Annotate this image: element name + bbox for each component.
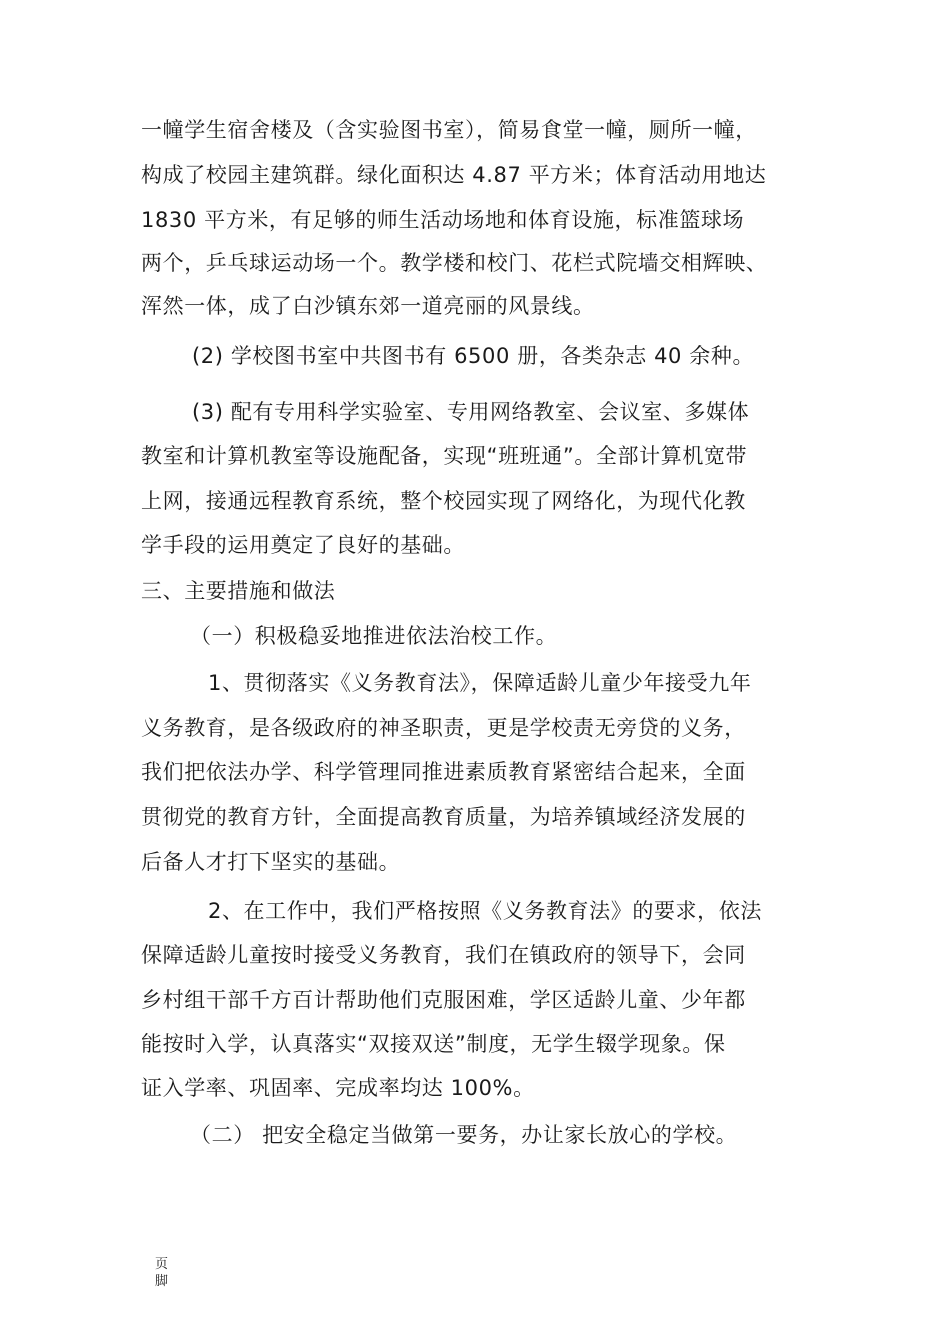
text-line: 保障适龄儿童按时接受义务教育，我们在镇政府的领导下，会同: [141, 943, 746, 967]
footer-char: 脚: [155, 1274, 169, 1289]
footer-char: 页: [155, 1257, 169, 1272]
text-line: 义务教育，是各级政府的神圣职责，更是学校责无旁贷的义务，: [141, 716, 746, 740]
paragraph-line: (3) 配有专用科学实验室、专用网络教室、会议室、多媒体: [192, 400, 750, 424]
text-line: 我们把依法办学、科学管理同推进素质教育紧密结合起来，全面: [141, 760, 746, 784]
text-line: 学手段的运用奠定了良好的基础。: [141, 533, 465, 557]
text-line: 后备人才打下坚实的基础。: [141, 850, 401, 874]
section-heading: 三、主要措施和做法: [141, 579, 336, 603]
text-line: 一幢学生宿舍楼及（含实验图书室），简易食堂一幢，厕所一幢，: [141, 118, 757, 142]
text-line: 贯彻党的教育方针，全面提高教育质量，为培养镇域经济发展的: [141, 805, 746, 829]
paragraph-line: 2、在工作中，我们严格按照《义务教育法》的要求，依法: [208, 899, 762, 923]
text-line: 能按时入学，认真落实“双接双送”制度，无学生辍学现象。保: [141, 1032, 726, 1056]
page-footer: [155, 1256, 171, 1290]
text-line: 浑然一体，成了白沙镇东郊一道亮丽的风景线。: [141, 294, 595, 318]
text-line: 上网，接通远程教育系统，整个校园实现了网络化，为现代化教: [141, 489, 746, 513]
subsection-heading: （二） 把安全稳定当做第一要务，办让家长放心的学校。: [190, 1123, 738, 1147]
paragraph-line: 1、贯彻落实《义务教育法》，保障适龄儿童少年接受九年: [208, 671, 752, 695]
text-line: 教室和计算机教室等设施配备，实现“班班通”。全部计算机宽带: [141, 444, 748, 468]
subsection-heading: （一）积极稳妥地推进依法治校工作。: [190, 624, 558, 648]
text-line: 构成了校园主建筑群。绿化面积达 4.87 平方米；体育活动用地达: [141, 163, 767, 187]
paragraph-line: (2) 学校图书室中共图书有 6500 册，各类杂志 40 余种。: [192, 344, 755, 368]
text-line: 乡村组干部千方百计帮助他们克服困难，学区适龄儿童、少年都: [141, 988, 746, 1012]
text-line: 1830 平方米，有足够的师生活动场地和体育设施，标准篮球场: [141, 208, 745, 232]
text-line: 两个，乒乓球运动场一个。教学楼和校门、花栏式院墙交相辉映、: [141, 251, 768, 275]
text-line: 证入学率、巩固率、完成率均达 100%。: [141, 1076, 535, 1100]
